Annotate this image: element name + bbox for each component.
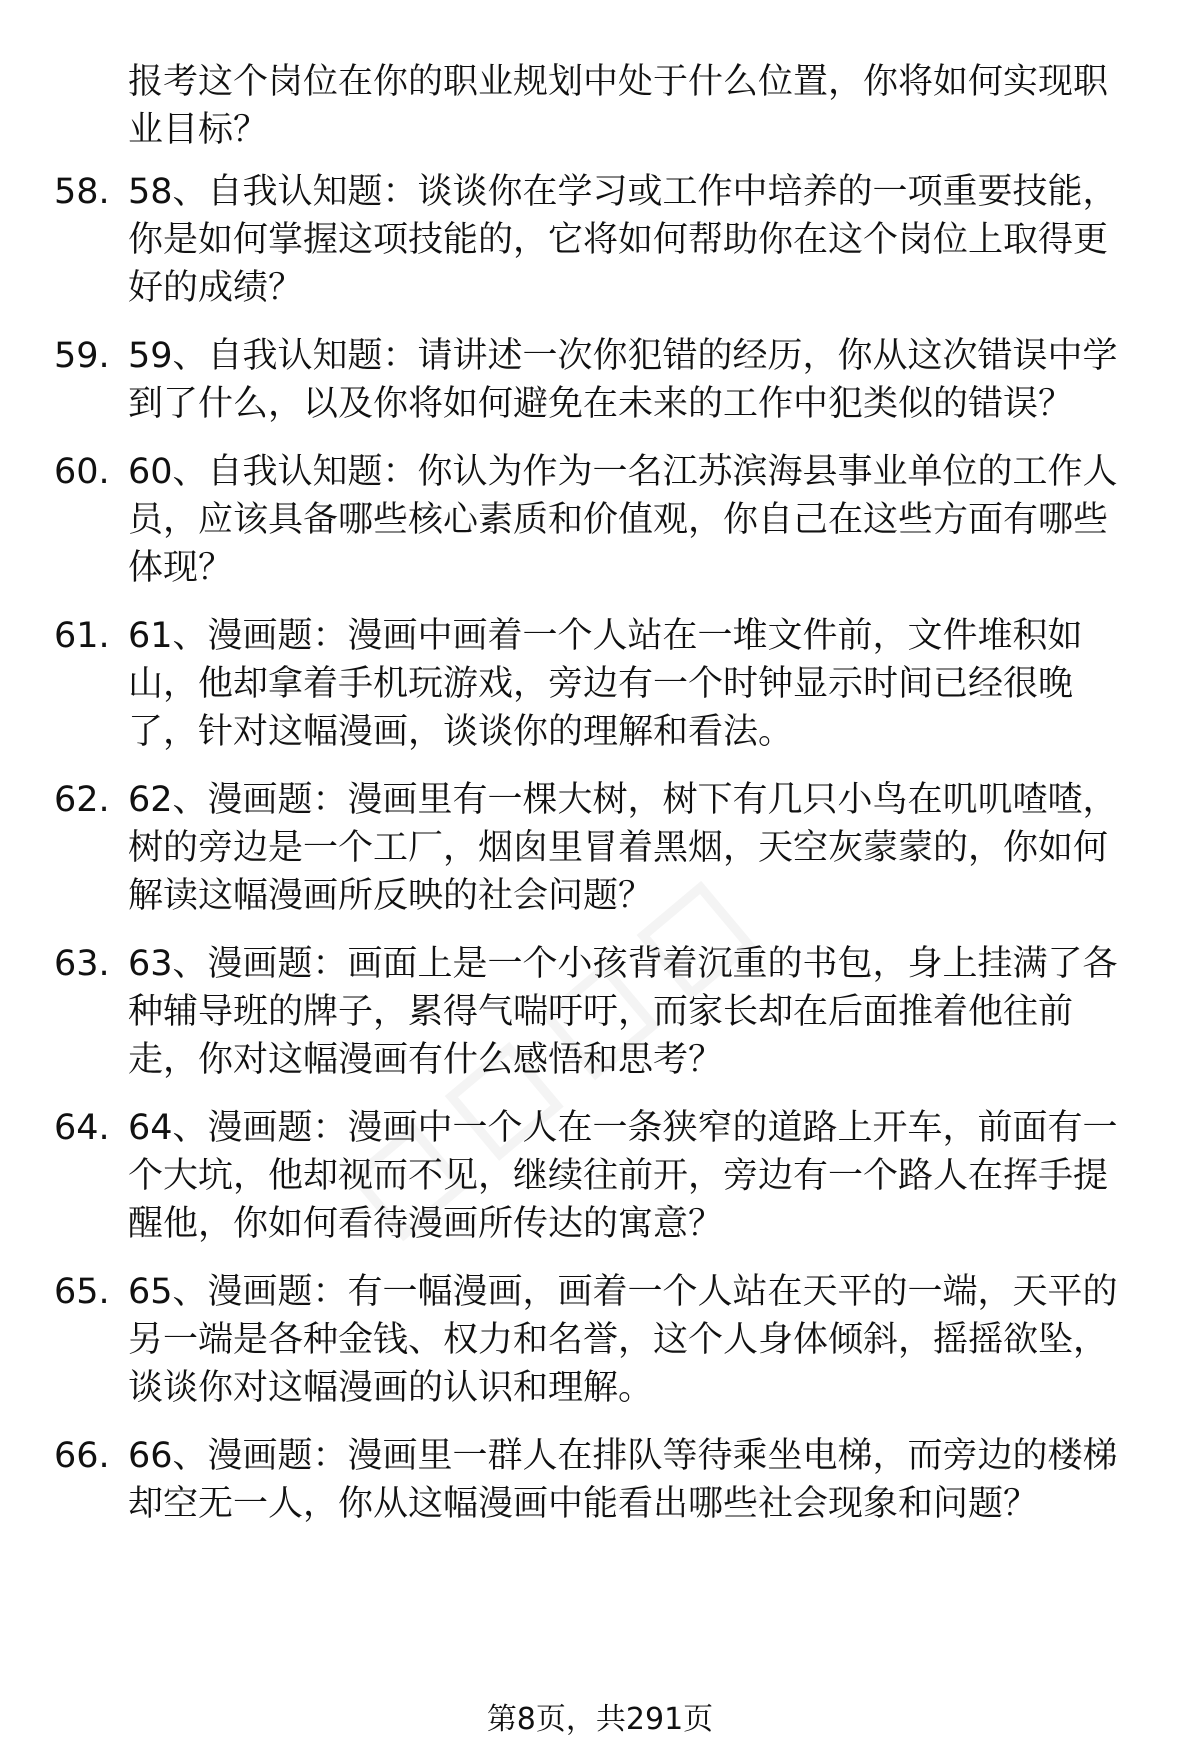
question-number: 66. <box>54 1436 110 1476</box>
question-text: 65、漫画题：有一幅漫画，画着一个人站在天平的一端，天平的另一端是各种金钱、权力和名誉，这个人身体倾斜，摇摇欲坠，谈谈你对这幅漫画的认识和理解。 <box>128 1272 1118 1408</box>
page-footer: 第8页，共291页 <box>486 1702 714 1737</box>
question-number: 62. <box>54 780 110 820</box>
question-number: 59. <box>54 336 110 376</box>
question-text: 62、漫画题：漫画里有一棵大树，树下有几只小鸟在叽叽喳喳，树的旁边是一个工厂，烟囱里冒着黑烟，天空灰蒙蒙的，你如何解读这幅漫画所反映的社会问题？ <box>128 780 1118 916</box>
question-number: 63. <box>54 944 110 984</box>
question-number: 60. <box>54 452 110 492</box>
question-number: 64. <box>54 1108 110 1148</box>
question-text: 59、自我认知题：请讲述一次你犯错的经历，你从这次错误中学到了什么，以及你将如何避免在未来的工作中犯类似的错误？ <box>128 336 1118 424</box>
question-text: 58、自我认知题：谈谈你在学习或工作中培养的一项重要技能，你是如何掌握这项技能的，它将如何帮助你在这个岗位上取得更好的成绩？ <box>128 172 1118 308</box>
question-number: 61. <box>54 616 110 656</box>
question-text: 60、自我认知题：你认为作为一名江苏滨海县事业单位的工作人员，应该具备哪些核心素质和价值观，你自己在这些方面有哪些体现？ <box>128 452 1118 588</box>
question-text: 64、漫画题：漫画中一个人在一条狭窄的道路上开车，前面有一个大坑，他却视而不见，继续往前开，旁边有一个路人在挥手提醒他，你如何看待漫画所传达的寓意？ <box>128 1108 1118 1244</box>
question-text: 61、漫画题：漫画中画着一个人站在一堆文件前，文件堆积如山，他却拿着手机玩游戏，旁边有一个时钟显示时间已经很晚了，针对这幅漫画，谈谈你的理解和看法。 <box>128 616 1083 752</box>
question-text: 66、漫画题：漫画里一群人在排队等待乘坐电梯，而旁边的楼梯却空无一人，你从这幅漫画中能看出哪些社会现象和问题？ <box>128 1436 1118 1524</box>
intro-paragraph: 报考这个岗位在你的职业规划中处于什么位置，你将如何实现职业目标？ <box>128 62 1109 150</box>
question-number: 58. <box>54 172 110 212</box>
question-text: 63、漫画题：画面上是一个小孩背着沉重的书包，身上挂满了各种辅导班的牌子，累得气喘吁吁，而家长却在后面推着他往前走，你对这幅漫画有什么感悟和思考？ <box>128 944 1118 1080</box>
question-number: 65. <box>54 1272 110 1312</box>
